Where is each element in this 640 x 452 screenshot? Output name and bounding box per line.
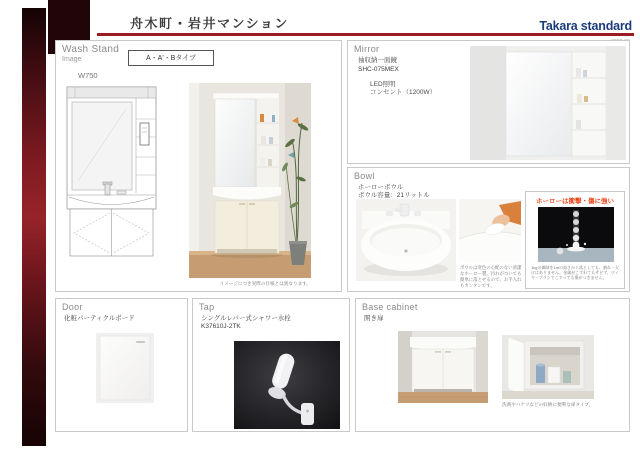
mirror-label: Mirror	[354, 44, 380, 54]
mirror-feature-1: LED照明	[370, 81, 396, 88]
image-label: Image	[62, 56, 82, 63]
mirror-model: SHC-075MEX	[358, 66, 399, 73]
base-cabinet-caption: 洗剤やバケツなどの収納に便利な扉タイプ。	[502, 402, 594, 407]
tap-photo	[234, 341, 340, 429]
bowl-label: Bowl	[354, 171, 375, 181]
section-wash-stand	[55, 40, 342, 292]
enamel-demo-photo	[538, 207, 614, 262]
type-badge: A・A'・Bタイプ	[128, 50, 214, 66]
section-bowl	[347, 167, 630, 292]
base-cabinet-open-photo	[502, 335, 594, 399]
base-cabinet-type: 開き扉	[364, 315, 384, 322]
tap-product: シングルレバー式シャワー水栓	[201, 315, 291, 322]
mirror-photo	[470, 46, 626, 160]
washstand-photo-caption: イメージにつき実際の仕様とは異なります。	[219, 281, 311, 286]
header-rule	[97, 33, 634, 36]
door-photo	[96, 333, 154, 403]
door-label: Door	[62, 302, 83, 312]
bowl-product: ホーローボウル	[358, 184, 404, 191]
washstand-line-drawing	[64, 85, 159, 263]
bowl-wipe-photo	[459, 199, 521, 261]
left-accent-strip	[22, 8, 46, 446]
brand-logo: Takara standard	[539, 19, 632, 33]
enamel-strength-panel	[525, 191, 625, 289]
mirror-product: 袖収納一面鏡	[358, 57, 397, 64]
bowl-photo	[356, 199, 456, 281]
section-mirror	[347, 40, 630, 164]
base-cabinet-closed-photo	[398, 331, 488, 403]
washstand-photo	[189, 83, 311, 278]
base-cabinet-label: Base cabinet	[362, 302, 418, 312]
bowl-description: ボウルは変色の心配のない清潔なホーロー製。汚れがついても簡単に落とせるので、お手入れもカンタンです。	[460, 265, 522, 288]
section-tap	[192, 298, 350, 432]
section-door	[55, 298, 188, 432]
tap-label: Tap	[199, 302, 215, 312]
width-label: W750	[78, 71, 98, 80]
enamel-panel-title: ホーローは衝撃・傷に強い	[536, 198, 614, 205]
door-material: 化粧パーティクルボード	[64, 315, 135, 322]
wash-stand-label: Wash Stand	[62, 44, 120, 55]
section-base-cabinet	[355, 298, 630, 432]
mirror-feature-2: コンセント（1200W）	[370, 89, 437, 96]
enamel-panel-caption: 1kgの鋼球を1mの高さから落としても、割れ・欠けはありません。金属がこすれてもサビず、ワイヤーブラシでこすっても傷がつきません。	[531, 265, 620, 281]
page-title: 舟木町・岩井マンション	[130, 16, 289, 31]
tap-model: K37610J-2TK	[201, 323, 241, 330]
bowl-capacity: ボウル容量：21リットル	[358, 192, 430, 199]
